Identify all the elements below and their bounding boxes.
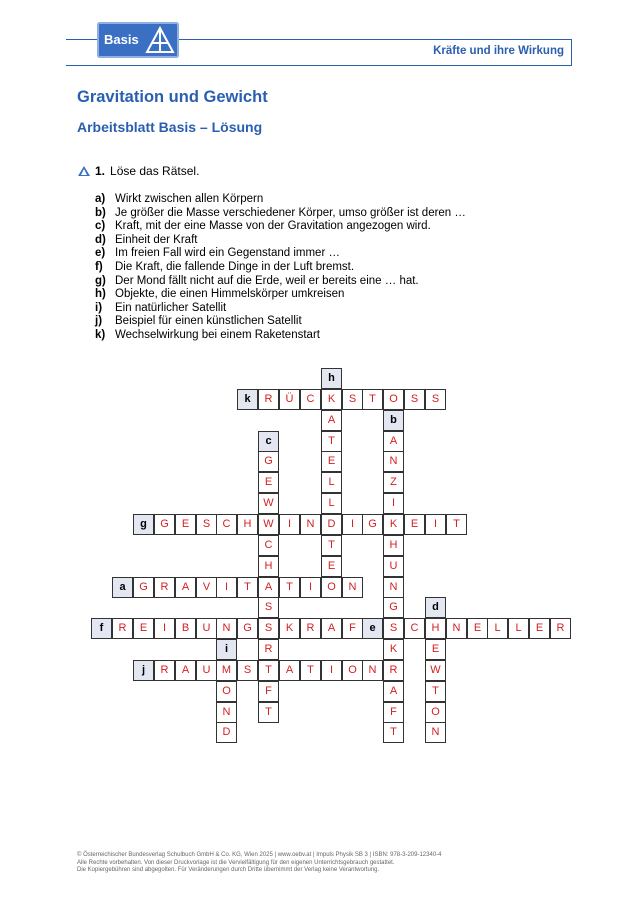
letter-cell: G [237,618,258,639]
letter-cell: S [404,389,425,410]
clue-item [95,329,466,343]
clue-key-cell: b [383,410,404,431]
clue-letter: j) [95,315,103,328]
letter-cell: A [321,618,342,639]
clue-key-cell: j [133,660,154,681]
letter-cell: L [508,618,529,639]
task-number: 1. [95,164,106,178]
clue-letter: d) [95,233,106,246]
letter-cell: T [362,389,383,410]
letter-cell: E [321,451,342,472]
letter-cell: L [487,618,508,639]
letter-cell: I [342,514,363,535]
letter-cell: S [342,389,363,410]
letter-cell: T [321,535,342,556]
task-line [77,164,199,178]
clue-item [95,275,466,289]
clue-letter: c) [95,220,106,233]
letter-cell: A [175,577,196,598]
letter-cell: N [383,451,404,472]
clue-key-cell: i [216,639,237,660]
page-subtitle: Arbeitsblatt Basis – Lösung [77,119,263,135]
letter-cell: N [216,702,237,723]
clue-letter: f) [95,260,103,273]
footer-line: Alle Rechte vorbehalten. Von dieser Druckvorlage ist die Vervielfältigung für den eigenen Unterrichtsgebrauch gestattet. [77,859,395,866]
letter-cell: G [154,514,175,535]
clue-key-cell: f [91,618,112,639]
clue-text: Beispiel für einen künstlichen Satellit [115,315,302,328]
logo-text: Basis [104,32,139,47]
letter-cell: R [154,577,175,598]
letter-cell: F [342,618,363,639]
letter-cell: A [258,577,279,598]
clue-letter: b) [95,206,106,219]
letter-cell: O [216,681,237,702]
letter-cell: U [196,660,217,681]
letter-cell: A [279,660,300,681]
letter-cell: I [321,660,342,681]
letter-cell: G [383,597,404,618]
clue-text: Wirkt zwischen allen Körpern [115,193,264,205]
letter-cell: G [362,514,383,535]
letter-cell: T [321,431,342,452]
clue-item [95,220,466,234]
task-text: Löse das Rätsel. [110,164,200,178]
letter-cell: N [342,577,363,598]
page-title: Gravitation und Gewicht [77,88,268,106]
clue-text: Ein natürlicher Satellit [115,301,227,314]
letter-cell: F [258,681,279,702]
letter-cell: W [258,493,279,514]
letter-cell: U [383,556,404,577]
letter-cell: E [425,639,446,660]
letter-cell: A [383,431,404,452]
clue-item [95,234,466,248]
clue-text: Objekte, die einen Himmelskörper umkreisen [115,288,345,301]
letter-cell: B [175,618,196,639]
letter-cell: C [300,389,321,410]
letter-cell: E [175,514,196,535]
clue-item [95,247,466,261]
clue-item [95,261,466,275]
clue-text: Wechselwirkung bei einem Raketenstart [115,328,320,341]
letter-cell: S [383,618,404,639]
letter-cell: N [362,660,383,681]
clue-item [95,315,466,329]
clue-item [95,207,466,221]
letter-cell: R [258,389,279,410]
letter-cell: C [216,514,237,535]
letter-cell: G [258,451,279,472]
clue-key-cell: g [133,514,154,535]
letter-cell: C [258,535,279,556]
letter-cell: S [425,389,446,410]
letter-cell: E [258,472,279,493]
clue-letter: g) [95,274,106,287]
letter-cell: T [446,514,467,535]
letter-cell: K [279,618,300,639]
letter-cell: O [342,660,363,681]
letter-cell: T [237,577,258,598]
letter-cell: E [404,514,425,535]
letter-cell: A [175,660,196,681]
letter-cell: N [425,722,446,743]
letter-cell: I [154,618,175,639]
letter-cell: I [216,577,237,598]
footer-line: Die Kopiergebühren sind abgegolten. Für Veränderungen durch Dritte übernimmt der Verlag keine Verantwortung. [77,867,380,874]
letter-cell: H [258,556,279,577]
clue-text: Einheit der Kraft [115,233,198,246]
clue-key-cell: k [237,389,258,410]
letter-cell: T [258,702,279,723]
letter-cell: N [300,514,321,535]
letter-cell: A [321,410,342,431]
clue-key-cell: d [425,597,446,618]
letter-cell: D [216,722,237,743]
letter-cell: I [300,577,321,598]
clue-text: Die Kraft, die fallende Dinge in der Luft bremst. [115,260,355,273]
letter-cell: R [258,639,279,660]
letter-cell: N [383,577,404,598]
clue-text: Der Mond fällt nicht auf die Erde, weil er bereits eine … hat. [115,274,419,287]
letter-cell: R [112,618,133,639]
clue-letter: k) [95,328,106,341]
basis-logo [97,22,179,58]
basis-level-icon [77,165,91,177]
letter-cell: T [383,722,404,743]
clue-text: Kraft, mit der eine Masse von der Gravitation angezogen wird. [115,220,431,233]
letter-cell: S [258,618,279,639]
letter-cell: S [237,660,258,681]
letter-cell: T [258,660,279,681]
letter-cell: R [154,660,175,681]
letter-cell: O [425,702,446,723]
clue-item [95,302,466,316]
letter-cell: K [383,639,404,660]
letter-cell: M [216,660,237,681]
clue-item [95,193,466,207]
letter-cell: I [279,514,300,535]
letter-cell: V [196,577,217,598]
clue-key-cell: a [112,577,133,598]
letter-cell: E [467,618,488,639]
letter-cell: H [237,514,258,535]
letter-cell: T [425,681,446,702]
letter-cell: R [383,660,404,681]
letter-cell: C [404,618,425,639]
letter-cell: E [321,556,342,577]
letter-cell: I [383,493,404,514]
letter-cell: I [425,514,446,535]
letter-cell: H [425,618,446,639]
letter-cell: Ü [279,389,300,410]
letter-cell: W [258,514,279,535]
letter-cell: F [383,702,404,723]
letter-cell: Z [383,472,404,493]
letter-cell: N [216,618,237,639]
letter-cell: S [196,514,217,535]
clue-letter: a) [95,193,106,205]
letter-cell: L [321,472,342,493]
letter-cell: A [383,681,404,702]
letter-cell: K [383,514,404,535]
clue-text: Im freien Fall wird ein Gegenstand immer … [115,247,340,260]
letter-cell: E [133,618,154,639]
letter-cell: N [446,618,467,639]
letter-cell: R [300,618,321,639]
footer-line: © Österreichischer Bundesverlag Schulbuch GmbH & Co. KG, Wien 2025 | www.oebv.at | Impuls Physik SB 3 | ISBN: 978-3-209-12340-4 [77,852,442,858]
clue-letter: i) [95,301,103,314]
letter-cell: O [383,389,404,410]
clue-item [95,288,466,302]
letter-cell: S [258,597,279,618]
letter-cell: H [383,535,404,556]
topic-label: Kräfte und ihre Wirkung [433,45,564,57]
clue-key-cell: h [321,368,342,389]
letter-cell: W [425,660,446,681]
footer [77,852,442,875]
letter-cell: T [300,660,321,681]
letter-cell: e [362,618,383,639]
letter-cell: U [196,618,217,639]
letter-cell: K [321,389,342,410]
letter-cell: G [133,577,154,598]
triangle-logo-icon [145,26,175,54]
letter-cell: O [321,577,342,598]
letter-cell: E [529,618,550,639]
clue-key-cell: c [258,431,279,452]
clue-text: Je größer die Masse verschiedener Körper, umso größer ist deren … [115,206,466,219]
clue-letter: h) [95,288,106,301]
letter-cell: T [279,577,300,598]
letter-cell: L [321,493,342,514]
clue-list [95,193,466,343]
clue-letter: e) [95,247,106,260]
letter-cell: D [321,514,342,535]
letter-cell: R [550,618,571,639]
